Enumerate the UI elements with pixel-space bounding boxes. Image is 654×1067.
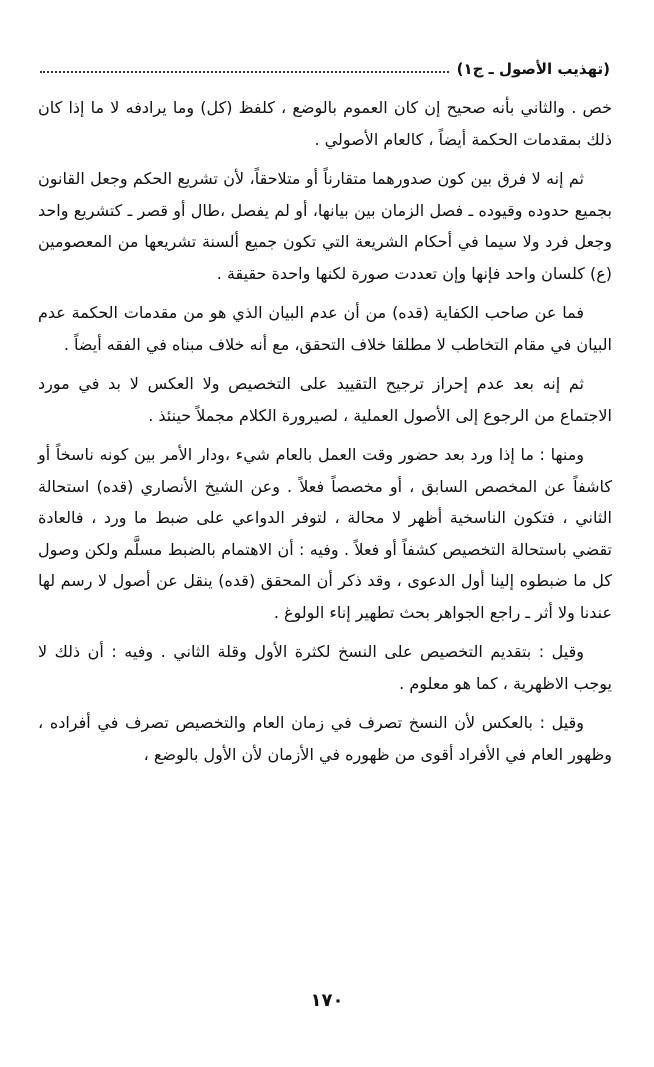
paragraph-spacer [38, 628, 612, 636]
page-number: ١٧٠ [310, 990, 344, 1011]
paragraph-7: وقيل : بالعكس لأن النسخ تصرف في زمان العام والتخصيص تصرف في أفراده ، وظهور العام في الأفراد أقوى من ظهوره في الأزمان لأن الأول بالوضع ، [38, 713, 612, 764]
header-dotted-leader [40, 71, 449, 73]
paragraph-3: فما عن صاحب الكفاية (قده) من أن عدم البيان الذي هو من مقدمات الحكمة عدم البيان في مقام التخاطب لا مطلقا خلاف التحقق، مع أنه خلاف مبناه في الفقه أيضاً . [38, 303, 612, 354]
paragraph-spacer [38, 431, 612, 439]
paragraph-1: خص . والثاني بأنه صحيح إن كان العموم بالوضع ، كلفظ (كل) وما يرادفه لا ما إذا كان ذلك بمقدمات الحكمة أيضاً ، كالعام الأصولي . [38, 98, 612, 149]
header-title: (تهذيب الأصول ـ ج١) [456, 60, 610, 78]
paragraph-spacer [38, 155, 612, 163]
paragraph-4: ثم إنه بعد عدم إحراز ترجيح التقييد على التخصيص ولا العكس لا بد في مورد الاجتماع من الرجوع إلى الأصول العملية ، لصيرورة الكلام مجملاً حينئذ . [38, 374, 612, 425]
paragraph-spacer [38, 289, 612, 297]
paragraph-2: ثم إنه لا فرق بين كون صدورهما متقارناً أو متلاحقاً، لأن تشريع الحكم وجعل القانون بجميع حدوده وقيوده ـ فصل الزمان بين بيانها، أو لم يفصل ،طال أو قصر ـ كتشريع واحد وجعل فرد ولا سيما في أحكام الشريعة التي تكون جميع ألسنة تشريعها من المعصومين (ع) كلسان واحد فإنها وإن تعددت صورة لكنها واحدة حقيقة . [38, 169, 612, 283]
paragraph-spacer [38, 699, 612, 707]
paragraph-6: وقيل : بتقديم التخصيص على النسخ لكثرة الأول وقلة الثاني . وفيه : أن ذلك لا يوجب الاظهرية ، كما هو معلوم . [38, 642, 612, 693]
running-header [40, 56, 610, 82]
paragraph-spacer [38, 360, 612, 368]
paragraph-5: ومنها : ما إذا ورد بعد حضور وقت العمل بالعام شيء ،ودار الأمر بين كونه ناسخاً أو كاشفاً عن المخصص السابق ، أو مخصصاً فعلاً . وعن الشيخ الأنصاري (قده) استحالة الثاني ، فتكون الناسخية أظهر لا محالة ، لتوفر الدواعي على ضبط ما ورد ، فالعادة تقضي باستحالة التخصيص كشفاً أو فعلاً . وفيه : أن الاهتمام بالضبط مسلَّم ولكن وصول كل ما ضبطوه إلينا أول الدعوى ، وقد ذكر أن المحقق (قده) ينقل عن أصول لا رسم لها عندنا ولا أثر ـ راجع الجواهر بحث تطهير إناء الولوغ . [38, 445, 612, 622]
page-body [38, 92, 612, 770]
